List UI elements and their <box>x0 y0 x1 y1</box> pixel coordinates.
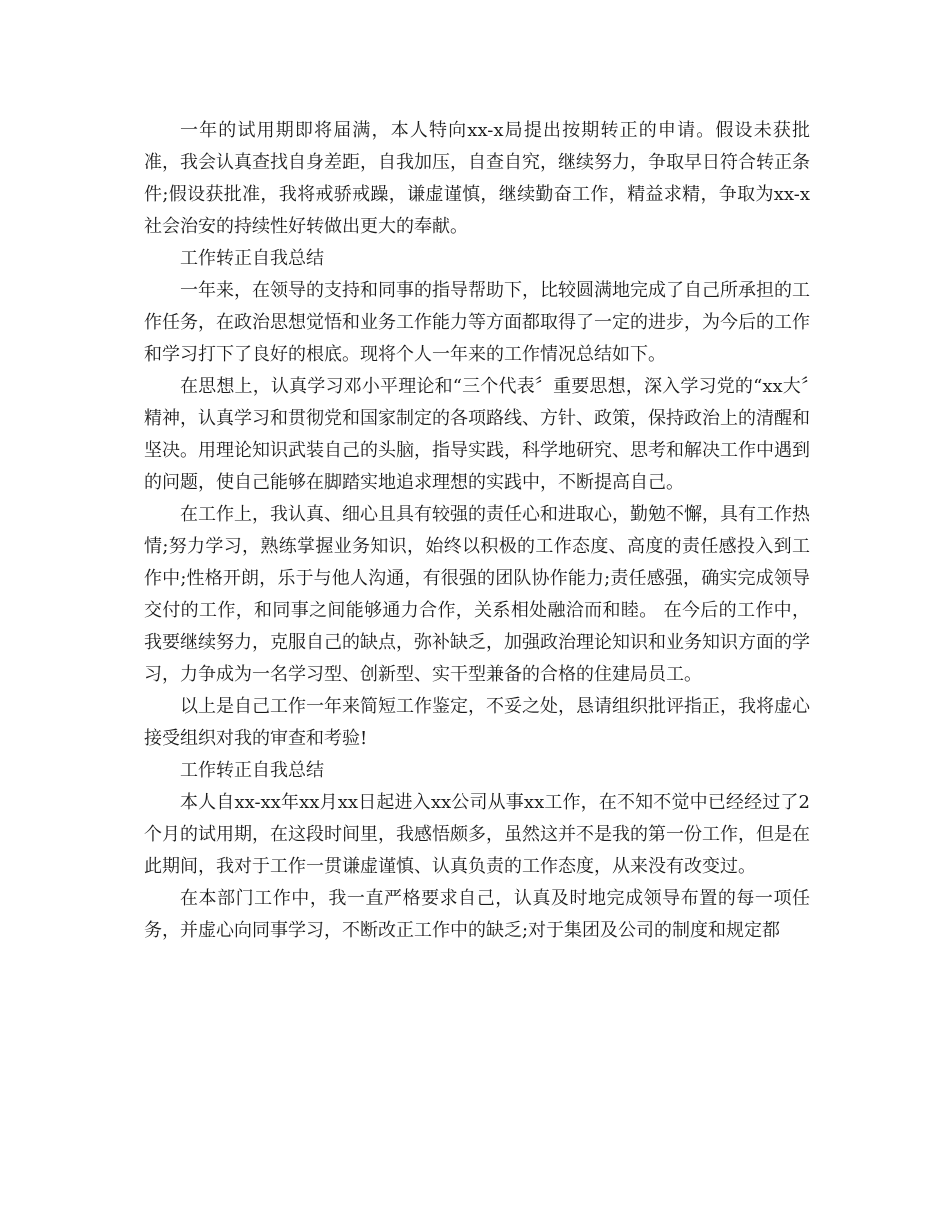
paragraph-introduction: 本人自xx-xx年xx月xx日起进入xx公司从事xx工作，在不知不觉中已经经过了2个月的试用期，在这段时间里，我感悟颇多，虽然这并不是我的第一份工作，但是在此期间，我对于工作一贯谦虚谨慎、认真负责的工作态度，从来没有改变过。 <box>144 792 810 877</box>
paragraph-ideology: 在思想上，认真学习邓小平理论和“三个代表〞重要思想，深入学习党的“xx大〞精神，认真学习和贯彻党和国家制定的各项路线、方针、政策，保持政治上的清醒和坚决。用理论知识武装自己的头脑，指导实践，科学地研究、思考和解决工作中遇到的问题，使自己能够在脚踏实地追求理想的实践中，不断提高自己。 <box>144 376 810 493</box>
paragraph-work: 在工作上，我认真、细心且具有较强的责任心和进取心，勤勉不懈，具有工作热情;努力学习，熟练掌握业务知识，始终以积极的工作态度、高度的责任感投入到工作中;性格开朗，乐于与他人沟通，有很强的团队协作能力;责任感强，确实完成领导交付的工作，和同事之间能够通力合作，关系相处融洽而和睦。 在今后的工作中，我要继续努力，克服自己的缺点，弥补缺乏，加强政治理论知识和业务知识方面的学习，力争成为一名学习型、创新型、实干型兼备的合格的住建局员工。 <box>144 504 810 685</box>
paragraph-department-work: 在本部门工作中，我一直严格要求自己，认真及时地完成领导布置的每一项任务，并虚心向同事学习，不断改正工作中的缺乏;对于集团及公司的制度和规定都 <box>144 888 810 941</box>
document-body <box>144 115 810 947</box>
section-heading: 工作转正自我总结 <box>180 248 324 269</box>
paragraph-closing: 以上是自己工作一年来简短工作鉴定，不妥之处，恳请组织批评指正，我将虚心接受组织对我的审查和考验! <box>144 696 810 749</box>
section-heading: 工作转正自我总结 <box>180 760 324 781</box>
paragraph-overview: 一年来，在领导的支持和同事的指导帮助下，比较圆满地完成了自己所承担的工作任务，在政治思想觉悟和业务工作能力等方面都取得了一定的进步，为今后的工作和学习打下了良好的根底。现将个人一年来的工作情况总结如下。 <box>144 280 810 365</box>
paragraph-probation-request: 一年的试用期即将届满，本人特向xx-x局提出按期转正的申请。假设未获批准，我会认真查找自身差距，自我加压，自查自究，继续努力，争取早日符合转正条件;假设获批准，我将戒骄戒躁，谦虚谨慎，继续勤奋工作，精益求精，争取为xx-x社会治安的持续性好转做出更大的奉献。 <box>144 120 810 237</box>
